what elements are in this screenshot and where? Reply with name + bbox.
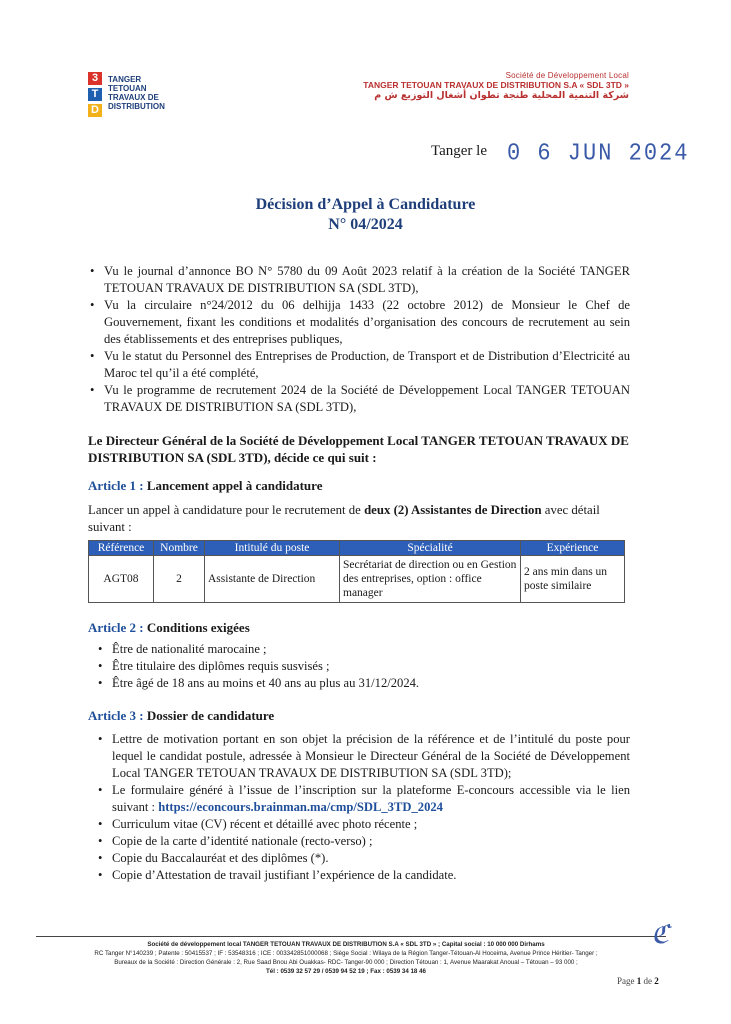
header-reference: Référence	[89, 541, 154, 556]
econcours-link[interactable]: https://econcours.brainman.ma/cmp/SDL_3TD_2024	[158, 800, 443, 814]
list-item: • Lettre de motivation portant en son objet la précision de la référence et de l’intitulé du poste pour lequel le candidat postule, adressée à Monsieur le Directeur Général de la Société de Développement Local TANGER TETOUAN TRAVAUX DE DISTRIBUTION SA (SDL 3TD);	[98, 731, 630, 782]
table-row	[89, 556, 625, 603]
article-1-number: Article 1 :	[88, 478, 144, 493]
date-stamp: 0 6 JUN 2024	[507, 139, 690, 168]
logo-letter-3: 3	[88, 72, 102, 85]
director-statement: Le Directeur Général de la Société de Développement Local TANGER TETOUAN TRAVAUX DE DISTRIBUTION SA (SDL 3TD), décide ce qui suit :	[88, 433, 629, 465]
list-item	[98, 782, 630, 816]
page-current: 1	[636, 976, 642, 986]
footer	[36, 940, 656, 976]
header-specialite: Spécialité	[340, 541, 521, 556]
logo-letter-d: D	[88, 104, 102, 117]
footer-line-3: Bureaux de la Société : Direction Générale : 2, Rue Saad Bnou Abi Ouakkas- RDC- Tanger-90 000 ; Direction Tétouan : 1, Avenue Maarakat Anoual – Tétouan – 93 000 ;	[114, 959, 578, 966]
article-1-heading	[88, 478, 322, 494]
article-3-heading	[88, 708, 274, 724]
article-1-text	[88, 502, 630, 536]
list-item: • Copie du Baccalauréat et des diplômes (*).	[98, 850, 630, 867]
page-of: de	[643, 976, 652, 986]
list-item: • Copie d’Attestation de travail justifiant l’expérience de la candidate.	[98, 867, 630, 884]
footer-line-4: Tél : 0539 32 57 29 / 0539 94 52 19 ; Fax : 0539 34 18 46	[266, 968, 426, 975]
list-item: • Être titulaire des diplômes requis susvisés ;	[98, 658, 630, 675]
header-experience: Expérience	[521, 541, 625, 556]
date-label: Tanger le	[431, 143, 488, 159]
page-label: Page	[617, 976, 635, 986]
company-line-2: TANGER TETOUAN TRAVAUX DE DISTRIBUTION S.A « SDL 3TD »	[363, 80, 629, 90]
cell-experience: 2 ans min dans un poste similaire	[521, 556, 625, 603]
vu-item: • Vu le programme de recrutement 2024 de la Société de Développement Local TANGER TETOUAN TRAVAUX DE DISTRIBUTION SA (SDL 3TD),	[90, 382, 630, 416]
cell-intitule: Assistante de Direction	[205, 556, 340, 603]
vu-item: • Vu le journal d’annonce BO N° 5780 du 09 Août 2023 relatif à la création de la Société TANGER TETOUAN TRAVAUX DE DISTRIBUTION SA (SDL 3TD),	[90, 263, 630, 297]
article-2-heading	[88, 620, 250, 636]
list-item-text: Le formulaire généré à l’issue de l’inscription sur la plateforme E-concours accessible via le lien suivant :	[112, 783, 630, 814]
footer-divider	[36, 936, 666, 937]
company-line-arabic: شركة التنمية المحلية طنجة تطوان أشغال التوزيع ش م	[374, 90, 629, 101]
article-3-list	[98, 731, 630, 884]
signature-mark: ℭ	[651, 920, 670, 950]
position-table	[88, 540, 625, 603]
article-1-text-before: Lancer un appel à candidature pour le recrutement de	[88, 503, 365, 517]
article-2-title: Conditions exigées	[146, 620, 250, 635]
footer-line-1: Société de développement local TANGER TETOUAN TRAVAUX DE DISTRIBUTION S.A « SDL 3TD » ; Capital social : 10 000 000 Dirhams	[147, 941, 545, 948]
list-item: • Curriculum vitae (CV) récent et détaillé avec photo récente ;	[98, 816, 630, 833]
article-3-number: Article 3 :	[88, 708, 144, 723]
article-1-text-after: avec détail suivant :	[88, 503, 600, 534]
company-line-1: Société de Développement Local	[505, 71, 629, 80]
article-2-number: Article 2 :	[88, 620, 144, 635]
header-nombre: Nombre	[154, 541, 205, 556]
vu-item: • Vu la circulaire n°24/2012 du 06 delhijja 1433 (22 octobre 2012) de Monsieur le Chef de Gouvernement, fixant les conditions et modalités d’organisation des concours de recrutement au sein des établissements et des entreprises publiques,	[90, 297, 630, 348]
company-header	[363, 71, 629, 101]
vu-item: • Vu le statut du Personnel des Entreprises de Production, de Transport et de Distribution d’Electricité au Maroc tel qu’il a été complété,	[90, 348, 630, 382]
logo-line-1: TANGER	[108, 75, 142, 84]
article-1-title: Lancement appel à candidature	[146, 478, 323, 493]
cell-specialite: Secrétariat de direction ou en Gestion des entreprises, option : office manager	[340, 556, 521, 603]
article-3-title: Dossier de candidature	[146, 708, 275, 723]
footer-line-2: RC Tanger N°140239 ; Patente : 50415537 ; IF : 53548316 ; ICE : 003342851000068 ; Siège Social : Wilaya de la Région Tanger-Tétouan-Al Hoceima, Avenue Prince Héritier- Tanger ;	[94, 950, 598, 957]
company-logo	[88, 72, 188, 122]
list-item: • Être âgé de 18 ans au moins et 40 ans au plus au 31/12/2024.	[98, 675, 630, 692]
logo-line-4: DISTRIBUTION	[108, 102, 165, 111]
article-1-text-bold: deux (2) Assistantes de Direction	[364, 503, 542, 517]
document-title: Décision d’Appel à Candidature	[255, 196, 476, 213]
logo-letter-t: T	[88, 88, 102, 101]
list-item: • Être de nationalité marocaine ;	[98, 641, 630, 658]
header-intitule: Intitulé du poste	[205, 541, 340, 556]
table-header-row	[89, 541, 625, 556]
logo-line-3: TRAVAUX DE	[108, 93, 159, 102]
page-total: 2	[654, 976, 659, 986]
logo-line-2: TETOUAN	[108, 84, 147, 93]
cell-nombre: 2	[154, 556, 205, 603]
page-number	[617, 976, 659, 986]
article-2-list	[98, 641, 630, 692]
document-number: N° 04/2024	[328, 216, 403, 233]
vus-list	[90, 263, 630, 416]
list-item: • Copie de la carte d’identité nationale (recto-verso) ;	[98, 833, 630, 850]
cell-reference: AGT08	[89, 556, 154, 603]
